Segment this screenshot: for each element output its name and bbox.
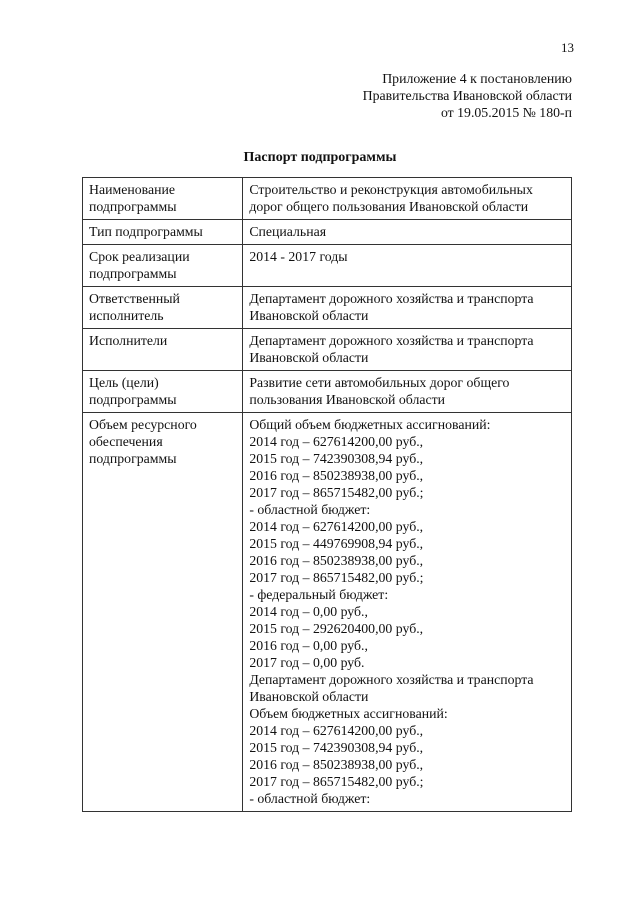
row-label-line: подпрограммы [89,199,177,214]
row-value-line: 2017 год – 865715482,00 руб.; [249,570,424,585]
row-value-line: 2017 год – 0,00 руб. [249,655,365,670]
row-label-line: Исполнители [89,333,168,348]
row-value-line: 2014 год – 0,00 руб., [249,604,368,619]
table-row [83,371,572,413]
row-value-line: 2014 год – 627614200,00 руб., [249,434,424,449]
row-value-line: Ивановской области [249,308,369,323]
row-value-line: 2014 год – 627614200,00 руб., [249,723,424,738]
appendix-line-1: Приложение 4 к постановлению [382,71,572,86]
row-label-line: подпрограммы [89,451,177,466]
row-value-line: 2014 - 2017 годы [249,249,348,264]
row-value-line: 2015 год – 449769908,94 руб., [249,536,424,551]
row-value-line: Ивановской области [249,350,369,365]
page-number: 13 [561,40,574,55]
row-value-line: 2016 год – 850238938,00 руб., [249,757,424,772]
row-value-line: Строительство и реконструкция автомобильных [249,182,533,197]
document-title: Паспорт подпрограммы [243,150,397,165]
row-value-line: 2015 год – 742390308,94 руб., [249,740,424,755]
table-row [83,287,572,329]
row-label-line: исполнитель [89,308,164,323]
row-value-line: 2014 год – 627614200,00 руб., [249,519,424,534]
row-label-line: Срок реализации [89,249,190,264]
row-value-cell [243,371,572,413]
row-label-line: Цель (цели) [89,375,159,390]
row-value-cell [243,413,572,812]
row-value-line: Объем бюджетных ассигнований: [249,706,448,721]
row-label-cell [83,413,243,812]
row-value-line: 2017 год – 865715482,00 руб.; [249,774,424,789]
row-label-cell [83,220,243,245]
row-label-cell [83,287,243,329]
row-label-cell [83,245,243,287]
row-value-cell [243,178,572,220]
row-value-line: 2016 год – 850238938,00 руб., [249,553,424,568]
row-value-line: дорог общего пользования Ивановской области [249,199,529,214]
passport-table [82,177,572,812]
row-label-line: подпрограммы [89,266,177,281]
row-value-line: 2015 год – 742390308,94 руб., [249,451,424,466]
row-label-line: обеспечения [89,434,163,449]
table-row [83,245,572,287]
table-row [83,413,572,812]
row-label-line: Объем ресурсного [89,417,197,432]
row-value-cell [243,220,572,245]
row-label-cell [83,371,243,413]
row-value-line: 2015 год – 292620400,00 руб., [249,621,424,636]
row-value-cell [243,245,572,287]
row-label-line: Тип подпрограммы [89,224,203,239]
row-value-cell [243,329,572,371]
appendix-reference [363,70,572,121]
row-value-line: 2016 год – 0,00 руб., [249,638,368,653]
row-label-cell [83,329,243,371]
row-value-line: Общий объем бюджетных ассигнований: [249,417,491,432]
row-value-line: Департамент дорожного хозяйства и транспорта [249,333,534,348]
row-value-line: - областной бюджет: [249,791,371,806]
row-label-line: подпрограммы [89,392,177,407]
passport-table-body [83,178,572,812]
row-value-line: пользования Ивановской области [249,392,445,407]
row-label-line: Наименование [89,182,175,197]
row-value-line: - федеральный бюджет: [249,587,389,602]
row-value-line: Специальная [249,224,327,239]
row-label-line: Ответственный [89,291,180,306]
table-row [83,178,572,220]
row-value-line: Ивановской области [249,689,369,704]
row-value-line: - областной бюджет: [249,502,371,517]
row-value-line: 2017 год – 865715482,00 руб.; [249,485,424,500]
table-row [83,220,572,245]
appendix-line-3: от 19.05.2015 № 180-п [440,105,572,120]
row-value-line: Департамент дорожного хозяйства и транспорта [249,672,534,687]
row-value-line: Департамент дорожного хозяйства и транспорта [249,291,534,306]
appendix-line-2: Правительства Ивановской области [362,88,572,103]
row-value-line: Развитие сети автомобильных дорог общего [249,375,510,390]
row-value-line: 2016 год – 850238938,00 руб., [249,468,424,483]
table-row [83,329,572,371]
row-value-cell [243,287,572,329]
row-label-cell [83,178,243,220]
